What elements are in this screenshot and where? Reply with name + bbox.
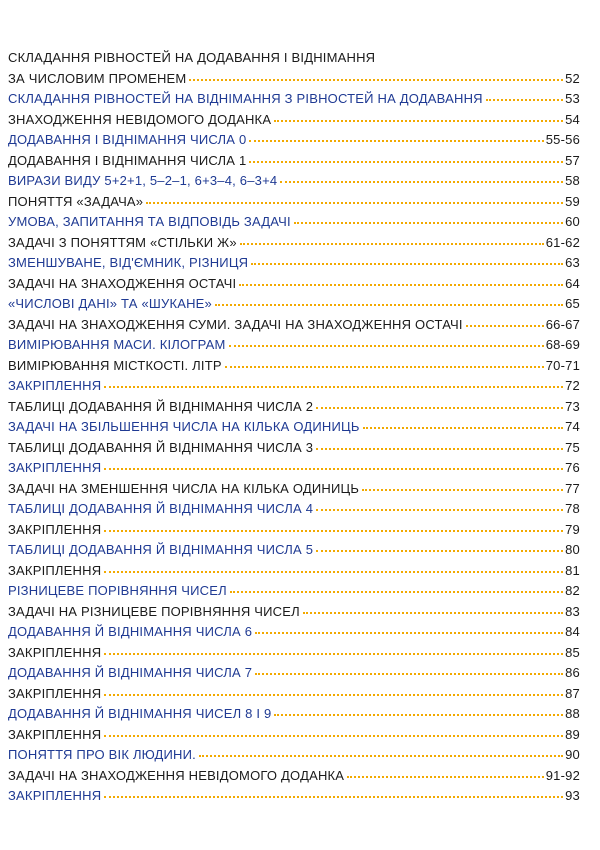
toc-entry-title: ДОДАВАННЯ Й ВІДНІМАННЯ ЧИСЕЛ 8 І 9 <box>8 706 272 721</box>
toc-entry-page: 54 <box>565 111 580 127</box>
dot-leader <box>146 197 563 204</box>
toc-entry-page: 72 <box>565 378 580 393</box>
toc-entry-page: 60 <box>565 214 580 229</box>
toc-entry[interactable] <box>8 337 580 358</box>
toc-entry[interactable] <box>8 645 580 666</box>
toc-entry-title: ЗАДАЧІ НА ЗНАХОДЖЕННЯ СУМИ. ЗАДАЧІ НА ЗНАХОДЖЕННЯ ОСТАЧІ <box>8 316 463 332</box>
toc-entry-title: ВИМІРЮВАННЯ МАСИ. КІЛОГРАМ <box>8 337 226 352</box>
toc-entry[interactable] <box>8 542 580 563</box>
dot-leader <box>316 402 563 409</box>
dot-leader <box>239 279 563 286</box>
toc-entry-title: ЗАКРІПЛЕННЯ <box>8 378 102 393</box>
toc-entry-title: ЗАКРІПЛЕННЯ <box>8 644 102 660</box>
toc-entry-page: 57 <box>565 152 580 168</box>
toc-entry-page: 84 <box>565 624 580 639</box>
toc-entry-title: ВИРАЗИ ВИДУ 5+2+1, 5–2–1, 6+3–4, 6–3+4 <box>8 173 278 188</box>
toc-entry[interactable] <box>8 665 580 686</box>
toc-entry-title: ЗАКРІПЛЕННЯ <box>8 562 102 578</box>
toc-entry-page: 91-92 <box>545 767 580 783</box>
toc-entry-title: ДОДАВАННЯ І ВІДНІМАННЯ ЧИСЛА 0 <box>8 132 247 147</box>
toc-entry-page: 53 <box>565 91 580 106</box>
dot-leader <box>104 730 563 737</box>
toc-entry-page: 61-62 <box>545 234 580 250</box>
toc-entry-title: ПОНЯТТЯ ПРО ВІК ЛЮДИНИ. <box>8 747 196 762</box>
toc-entry-page: 65 <box>565 296 580 311</box>
toc-entry-page: 78 <box>565 501 580 516</box>
toc-entry-page: 59 <box>565 193 580 209</box>
toc-entry-page: 89 <box>565 726 580 742</box>
toc-entry[interactable] <box>8 91 580 112</box>
dot-leader <box>104 689 563 696</box>
dot-leader <box>104 566 563 573</box>
dot-leader <box>363 422 564 429</box>
dot-leader <box>249 156 563 163</box>
toc-entry-page: 93 <box>565 788 580 803</box>
toc-entry[interactable] <box>8 214 580 235</box>
toc-entry-title: ЗАДАЧІ НА ЗНАХОДЖЕННЯ НЕВІДОМОГО ДОДАНКА <box>8 767 345 783</box>
dot-leader <box>294 217 563 224</box>
dot-leader <box>249 135 543 142</box>
dot-leader <box>104 381 563 388</box>
table-of-contents <box>8 50 580 809</box>
toc-entry-title: ЗАДАЧІ НА ЗБІЛЬШЕННЯ ЧИСЛА НА КІЛЬКА ОДИНИЦЬ <box>8 419 360 434</box>
toc-entry[interactable] <box>8 583 580 604</box>
toc-entry-page: 76 <box>565 460 580 475</box>
toc-entry[interactable] <box>8 358 580 379</box>
dot-leader <box>251 258 563 265</box>
dot-leader <box>316 443 563 450</box>
toc-entry-title: ЗАКРІПЛЕННЯ <box>8 460 102 475</box>
dot-leader <box>255 668 563 675</box>
dot-leader <box>230 586 563 593</box>
toc-entry-title: ТАБЛИЦІ ДОДАВАННЯ Й ВІДНІМАННЯ ЧИСЛА 5 <box>8 542 314 557</box>
dot-leader <box>189 74 563 81</box>
toc-entries <box>8 71 580 809</box>
toc-entry-page: 66-67 <box>545 316 580 332</box>
toc-entry[interactable] <box>8 112 580 133</box>
toc-entry-title: ЗАДАЧІ НА РІЗНИЦЕВЕ ПОРІВНЯННЯ ЧИСЕЛ <box>8 603 300 619</box>
toc-entry-page: 58 <box>565 173 580 188</box>
toc-entry-page: 52 <box>565 70 580 86</box>
toc-entry-title: ЗАДАЧІ НА ЗМЕНШЕННЯ ЧИСЛА НА КІЛЬКА ОДИНИЦЬ <box>8 480 360 496</box>
toc-entry[interactable] <box>8 194 580 215</box>
toc-entry-page: 79 <box>565 521 580 537</box>
toc-entry[interactable] <box>8 378 580 399</box>
toc-entry-title: ДОДАВАННЯ Й ВІДНІМАННЯ ЧИСЛА 7 <box>8 665 253 680</box>
toc-entry-page: 86 <box>565 665 580 680</box>
toc-entry-page: 81 <box>565 562 580 578</box>
toc-entry-page: 85 <box>565 644 580 660</box>
toc-entry-title: ЗАКРІПЛЕННЯ <box>8 685 102 701</box>
toc-entry-page: 80 <box>565 542 580 557</box>
toc-entry-title: ЗАКРІПЛЕННЯ <box>8 726 102 742</box>
toc-entry[interactable] <box>8 419 580 440</box>
toc-entry[interactable] <box>8 440 580 461</box>
dot-leader <box>240 238 544 245</box>
dot-leader <box>229 340 544 347</box>
dot-leader <box>274 115 563 122</box>
toc-entry[interactable] <box>8 71 580 92</box>
dot-leader <box>466 320 544 327</box>
toc-entry-title: «ЧИСЛОВІ ДАНІ» ТА «ШУКАНЕ» <box>8 296 212 311</box>
toc-entry-title: ДОДАВАННЯ Й ВІДНІМАННЯ ЧИСЛА 6 <box>8 624 253 639</box>
toc-entry-page: 68-69 <box>545 337 580 352</box>
toc-entry[interactable] <box>8 399 580 420</box>
toc-entry-title: ЗАДАЧІ НА ЗНАХОДЖЕННЯ ОСТАЧІ <box>8 275 237 291</box>
toc-entry[interactable] <box>8 727 580 748</box>
toc-entry-title: ТАБЛИЦІ ДОДАВАННЯ Й ВІДНІМАННЯ ЧИСЛА 2 <box>8 398 314 414</box>
dot-leader <box>199 750 563 757</box>
dot-leader <box>486 94 563 101</box>
toc-entry-title: ТАБЛИЦІ ДОДАВАННЯ Й ВІДНІМАННЯ ЧИСЛА 4 <box>8 501 314 516</box>
toc-entry-title: ЗМЕНШУВАНЕ, ВІД'ЄМНИК, РІЗНИЦЯ <box>8 255 249 270</box>
toc-entry[interactable] <box>8 276 580 297</box>
toc-entry-title: ТАБЛИЦІ ДОДАВАННЯ Й ВІДНІМАННЯ ЧИСЛА 3 <box>8 439 314 455</box>
toc-entry-title: РІЗНИЦЕВЕ ПОРІВНЯННЯ ЧИСЕЛ <box>8 583 227 598</box>
toc-entry[interactable] <box>8 686 580 707</box>
toc-entry[interactable] <box>8 235 580 256</box>
toc-entry-page: 83 <box>565 603 580 619</box>
dot-leader <box>316 545 563 552</box>
dot-leader <box>104 791 563 798</box>
toc-entry-title: ЗА ЧИСЛОВИМ ПРОМЕНЕМ <box>8 70 187 86</box>
dot-leader <box>316 504 563 511</box>
toc-entry-title: СКЛАДАННЯ РІВНОСТЕЙ НА ВІДНІМАННЯ З РІВНОСТЕЙ НА ДОДАВАННЯ <box>8 91 483 106</box>
toc-entry-title: ПОНЯТТЯ «ЗАДАЧА» <box>8 193 144 209</box>
toc-entry-title: ЗНАХОДЖЕННЯ НЕВІДОМОГО ДОДАНКА <box>8 111 272 127</box>
toc-entry-page: 77 <box>565 480 580 496</box>
toc-heading-text: СКЛАДАННЯ РІВНОСТЕЙ НА ДОДАВАННЯ І ВІДНІМАННЯ <box>8 50 376 65</box>
toc-entry[interactable] <box>8 255 580 276</box>
dot-leader <box>274 709 563 716</box>
toc-entry[interactable] <box>8 788 580 809</box>
dot-leader <box>280 176 563 183</box>
toc-entry-title: ДОДАВАННЯ І ВІДНІМАННЯ ЧИСЛА 1 <box>8 152 247 168</box>
toc-entry-title: ЗАКРІПЛЕННЯ <box>8 521 102 537</box>
toc-entry-title: УМОВА, ЗАПИТАННЯ ТА ВІДПОВІДЬ ЗАДАЧІ <box>8 214 291 229</box>
dot-leader <box>225 361 544 368</box>
dot-leader <box>362 484 563 491</box>
toc-entry-page: 75 <box>565 439 580 455</box>
toc-entry[interactable] <box>8 153 580 174</box>
toc-entry-page: 90 <box>565 747 580 762</box>
toc-entry[interactable] <box>8 563 580 584</box>
toc-entry-page: 64 <box>565 275 580 291</box>
toc-entry-page: 63 <box>565 255 580 270</box>
toc-entry-page: 55-56 <box>545 132 580 147</box>
dot-leader <box>215 299 563 306</box>
toc-entry[interactable] <box>8 604 580 625</box>
dot-leader <box>255 627 563 634</box>
toc-entry-title: ЗАКРІПЛЕННЯ <box>8 788 102 803</box>
dot-leader <box>104 525 563 532</box>
toc-entry-title: ЗАДАЧІ З ПОНЯТТЯМ «СТІЛЬКИ Ж» <box>8 234 237 250</box>
toc-entry[interactable] <box>8 460 580 481</box>
toc-entry-page: 88 <box>565 706 580 721</box>
toc-entry-title: ВИМІРЮВАННЯ МІСТКОСТІ. ЛІТР <box>8 357 222 373</box>
toc-entry-page: 70-71 <box>545 357 580 373</box>
toc-entry-page: 82 <box>565 583 580 598</box>
toc-heading <box>8 50 580 71</box>
dot-leader <box>104 648 563 655</box>
toc-entry[interactable] <box>8 317 580 338</box>
toc-entry[interactable] <box>8 706 580 727</box>
toc-entry[interactable] <box>8 501 580 522</box>
toc-entry[interactable] <box>8 481 580 502</box>
toc-entry[interactable] <box>8 173 580 194</box>
toc-entry-page: 73 <box>565 398 580 414</box>
dot-leader <box>303 607 563 614</box>
toc-entry-page: 74 <box>565 419 580 434</box>
toc-entry[interactable] <box>8 747 580 768</box>
dot-leader <box>104 463 563 470</box>
toc-entry[interactable] <box>8 624 580 645</box>
toc-entry[interactable] <box>8 296 580 317</box>
toc-entry-page: 87 <box>565 685 580 701</box>
dot-leader <box>347 771 544 778</box>
toc-entry[interactable] <box>8 132 580 153</box>
toc-entry[interactable] <box>8 768 580 789</box>
toc-entry[interactable] <box>8 522 580 543</box>
